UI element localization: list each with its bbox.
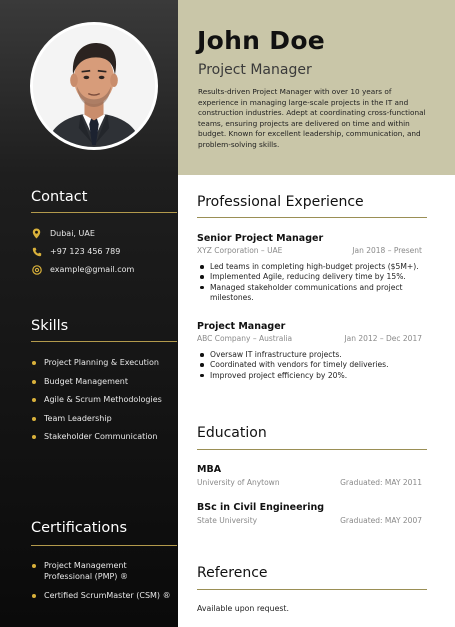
certifications-heading: Certifications bbox=[31, 520, 128, 536]
list-item: Project Planning & Execution bbox=[31, 358, 171, 369]
skills-divider bbox=[31, 341, 177, 342]
education-heading: Education bbox=[197, 425, 267, 441]
contact-email-text[interactable]: example@gmail.com bbox=[50, 265, 135, 274]
list-item: Led teams in completing high-budget projects ($5M+). bbox=[197, 262, 422, 272]
role-company: ABC Company – Australia bbox=[197, 334, 293, 343]
list-item: Team Leadership bbox=[31, 414, 171, 425]
profile-summary: Results-driven Project Manager with over 10 years of experience in managing large-scale projects in the IT and construction industries. Adept at coordinating cross-functional teams, ensuring projects are delivered on time and within budget. Known for excellent leadership, communication, and problem-solving skills. bbox=[198, 87, 426, 149]
graduation-date: Graduated: MAY 2007 bbox=[340, 516, 422, 525]
profile-photo bbox=[33, 25, 155, 147]
list-item: Budget Management bbox=[31, 377, 171, 388]
experience-heading: Professional Experience bbox=[197, 194, 364, 210]
education-meta bbox=[197, 478, 422, 487]
role-title: Project Manager bbox=[197, 321, 286, 332]
role-bullets bbox=[197, 350, 422, 381]
role-dates: Jan 2018 – Present bbox=[352, 246, 422, 255]
school-name: State University bbox=[197, 516, 258, 525]
list-item: Implemented Agile, reducing delivery time by 15%. bbox=[197, 272, 422, 282]
contact-heading: Contact bbox=[31, 189, 88, 205]
list-item: Stakeholder Communication bbox=[31, 432, 171, 443]
experience-divider bbox=[197, 217, 427, 218]
phone-icon bbox=[31, 246, 42, 257]
education-divider bbox=[197, 449, 427, 450]
contact-location bbox=[31, 228, 95, 239]
contact-email[interactable] bbox=[31, 264, 134, 275]
role-bullets bbox=[197, 262, 422, 303]
contact-phone bbox=[31, 246, 120, 257]
contact-location-text: Dubai, UAE bbox=[50, 229, 95, 238]
list-item: Managed stakeholder communications and project milestones. bbox=[197, 283, 422, 304]
education-entry bbox=[197, 464, 422, 487]
list-item: Coordinated with vendors for timely deliveries. bbox=[197, 360, 422, 370]
candidate-name: John Doe bbox=[197, 26, 326, 55]
reference-divider bbox=[197, 589, 427, 590]
degree-title: MBA bbox=[197, 464, 222, 475]
graduation-date: Graduated: MAY 2011 bbox=[340, 478, 422, 487]
job-title: Project Manager bbox=[198, 62, 312, 78]
email-icon bbox=[31, 264, 42, 275]
list-item: Improved project efficiency by 20%. bbox=[197, 371, 422, 381]
skills-list bbox=[31, 358, 171, 443]
list-item: Agile & Scrum Methodologies bbox=[31, 395, 171, 406]
education-entry bbox=[197, 502, 422, 525]
role-dates: Jan 2012 – Dec 2017 bbox=[344, 334, 422, 343]
list-item: Oversaw IT infrastructure projects. bbox=[197, 350, 422, 360]
certifications-list bbox=[31, 561, 171, 602]
reference-text: Available upon request. bbox=[197, 604, 289, 613]
list-item: Certified ScrumMaster (CSM) ® bbox=[31, 591, 171, 602]
education-meta bbox=[197, 516, 422, 525]
contact-divider bbox=[31, 212, 177, 213]
role-company: XYZ Corporation – UAE bbox=[197, 246, 283, 255]
avatar bbox=[30, 22, 158, 150]
reference-heading: Reference bbox=[197, 565, 268, 581]
school-name: University of Anytown bbox=[197, 478, 280, 487]
role-entry bbox=[197, 233, 422, 303]
role-meta bbox=[197, 246, 422, 255]
role-title: Senior Project Manager bbox=[197, 233, 324, 244]
skills-heading: Skills bbox=[31, 318, 69, 334]
degree-title: BSc in Civil Engineering bbox=[197, 502, 325, 513]
role-entry bbox=[197, 321, 422, 381]
location-pin-icon bbox=[31, 228, 42, 239]
certifications-divider bbox=[31, 545, 177, 546]
list-item: Project Management Professional (PMP) ® bbox=[31, 561, 171, 582]
contact-phone-text: +97 123 456 789 bbox=[50, 247, 121, 256]
role-meta bbox=[197, 334, 422, 343]
